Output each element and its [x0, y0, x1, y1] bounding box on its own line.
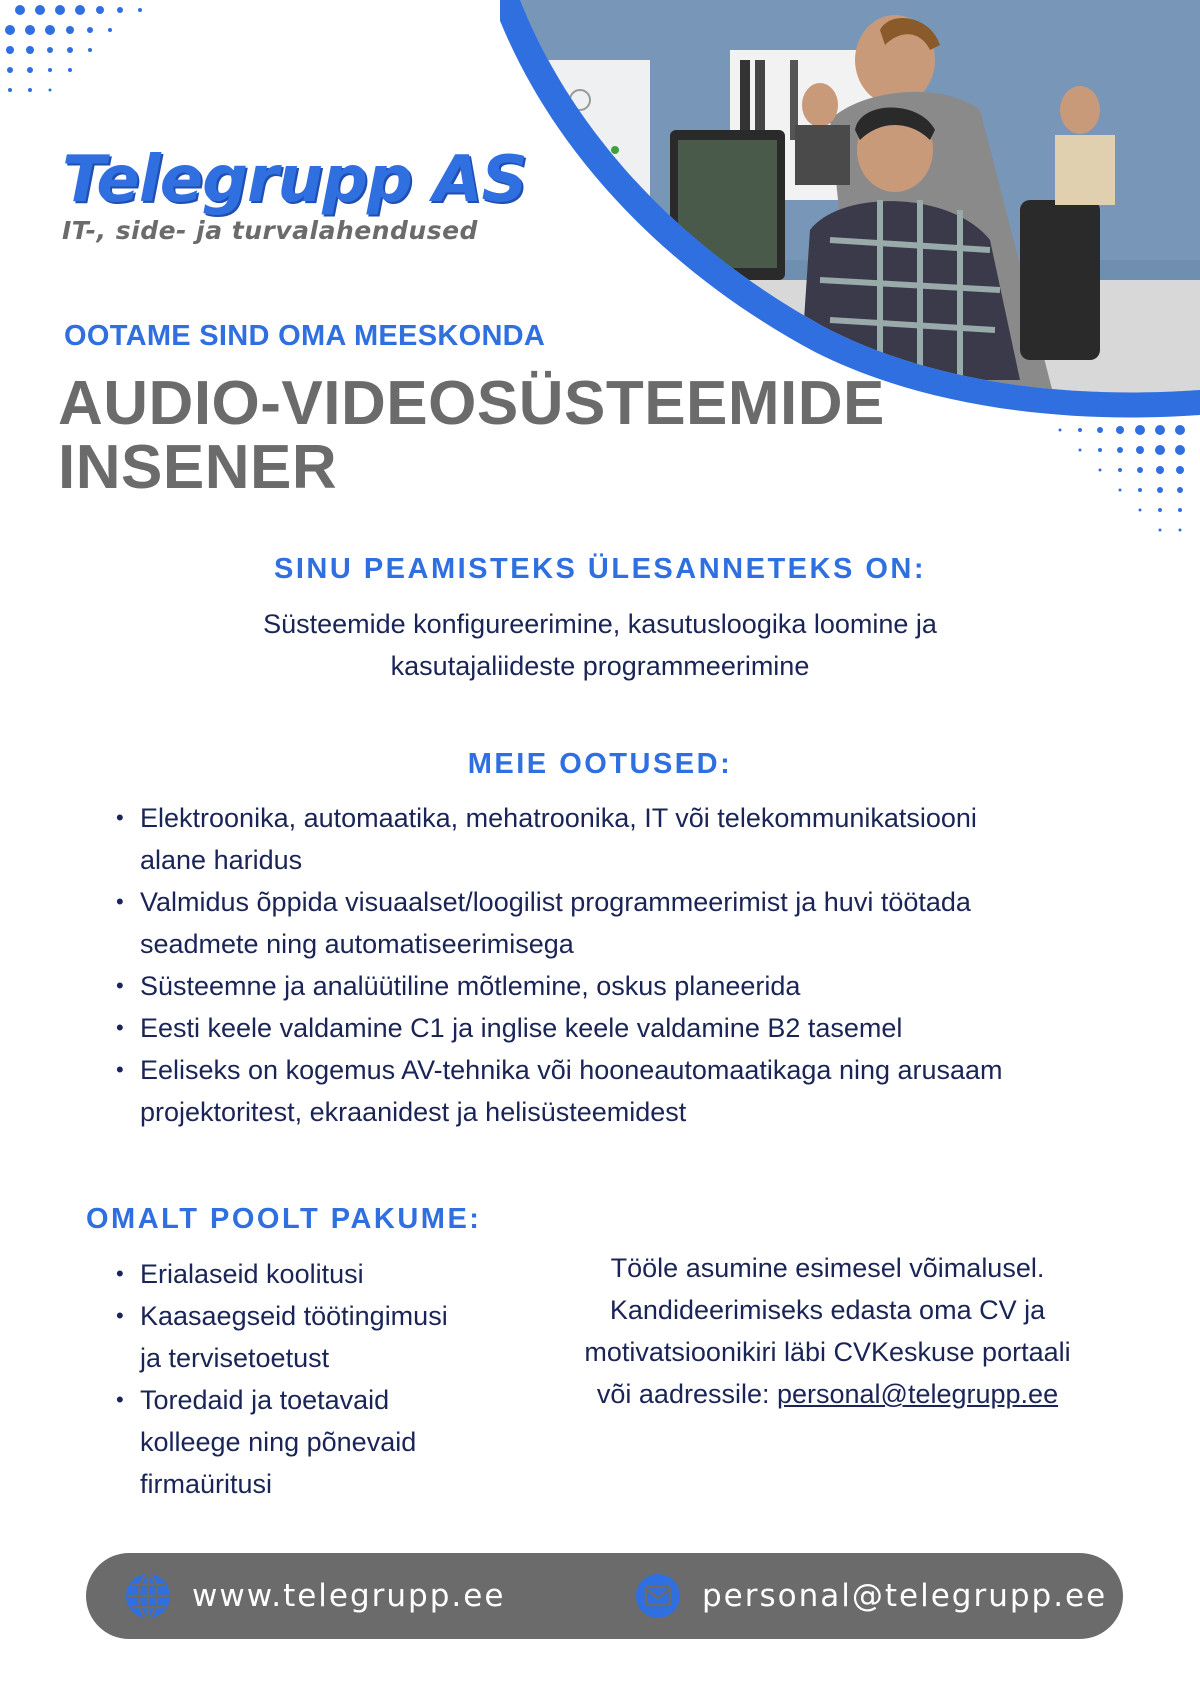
list-item [140, 1049, 1140, 1133]
list-item [140, 1295, 520, 1379]
tasks-line: Süsteemide konfigureerimine, kasutusloogika loomine ja [263, 609, 937, 639]
tasks-line: kasutajaliideste programmeerimine [390, 651, 810, 681]
list-item [140, 797, 1140, 881]
list-item-text: • Toredaid ja toetavaid [140, 1385, 390, 1415]
list-item-text: kolleege ning põnevaid [140, 1427, 417, 1457]
offer-list [140, 1253, 520, 1505]
list-item [140, 965, 1140, 1007]
team-photo [500, 0, 1200, 420]
list-item-text: seadmete ning automatiseerimisega [140, 929, 574, 959]
email-text: personal@telegrupp.ee [702, 1578, 1108, 1614]
list-item-text: • Kaasaegseid töötingimusi [140, 1301, 448, 1331]
list-item-text: • Valmidus õppida visuaalset/loogilist programmeerimist ja huvi töötada [140, 887, 971, 917]
list-item-text: • Süsteemne ja analüütiline mõtlemine, oskus planeerida [140, 971, 801, 1001]
apply-line: Kandideerimiseks edasta oma CV ja [609, 1295, 1046, 1325]
list-item-text: • Elektroonika, automaatika, mehatroonika, IT või telekommunikatsiooni [140, 803, 977, 833]
mail-icon [634, 1572, 682, 1620]
list-item-text: firmaüritusi [140, 1469, 273, 1499]
decorative-dots-right [1040, 395, 1200, 545]
company-tagline: IT-, side- ja turvalahendused [62, 216, 478, 245]
list-item [140, 881, 1140, 965]
list-item-text: projektoritest, ekraanidest ja helisüsteemidest [140, 1097, 687, 1127]
list-item [140, 1007, 1140, 1049]
expectations-list [140, 797, 1140, 1133]
apply-line: Tööle asumine esimesel võimalusel. [610, 1253, 1045, 1283]
list-item-text: alane haridus [140, 845, 303, 875]
company-name: Telegrupp AS [62, 143, 527, 217]
list-item-text: • Erialaseid koolitusi [140, 1259, 364, 1289]
tasks-heading: SINU PEAMISTEKS ÜLESANNETEKS ON: [274, 553, 926, 585]
list-item [140, 1253, 520, 1295]
tasks-description [150, 603, 1050, 687]
list-item-text: ja tervisetoetust [140, 1343, 330, 1373]
apply-line [535, 1373, 1120, 1415]
list-item-text: • Eesti keele valdamine C1 ja inglise keele valdamine B2 tasemel [140, 1013, 903, 1043]
job-title [58, 369, 885, 502]
expectations-heading: MEIE OOTUSED: [467, 748, 733, 780]
footer-website[interactable] [124, 1553, 505, 1639]
list-item [140, 1379, 520, 1505]
apply-prefix: või aadressile: [596, 1379, 777, 1409]
company-logo [62, 143, 527, 245]
globe-icon [124, 1572, 172, 1620]
apply-line: motivatsioonikiri läbi CVKeskuse portaali [584, 1337, 1071, 1367]
apply-email-link[interactable]: personal@telegrupp.ee [776, 1379, 1059, 1409]
contact-footer [86, 1553, 1123, 1639]
website-text: www.telegrupp.ee [192, 1578, 506, 1614]
job-title-line1: AUDIO-VIDEOSÜSTEEMIDE [58, 369, 885, 438]
list-item-text: • Eeliseks on kogemus AV-tehnika või hooneautomaatikaga ning arusaam [140, 1055, 1003, 1085]
footer-email[interactable] [634, 1553, 1107, 1639]
offer-heading: OMALT POOLT PAKUME: [86, 1203, 482, 1235]
decorative-dots-top-left [0, 0, 180, 120]
apply-instructions [535, 1247, 1120, 1415]
job-title-line2: INSENER [58, 433, 338, 502]
kicker-text: OOTAME SIND OMA MEESKONDA [64, 320, 546, 352]
